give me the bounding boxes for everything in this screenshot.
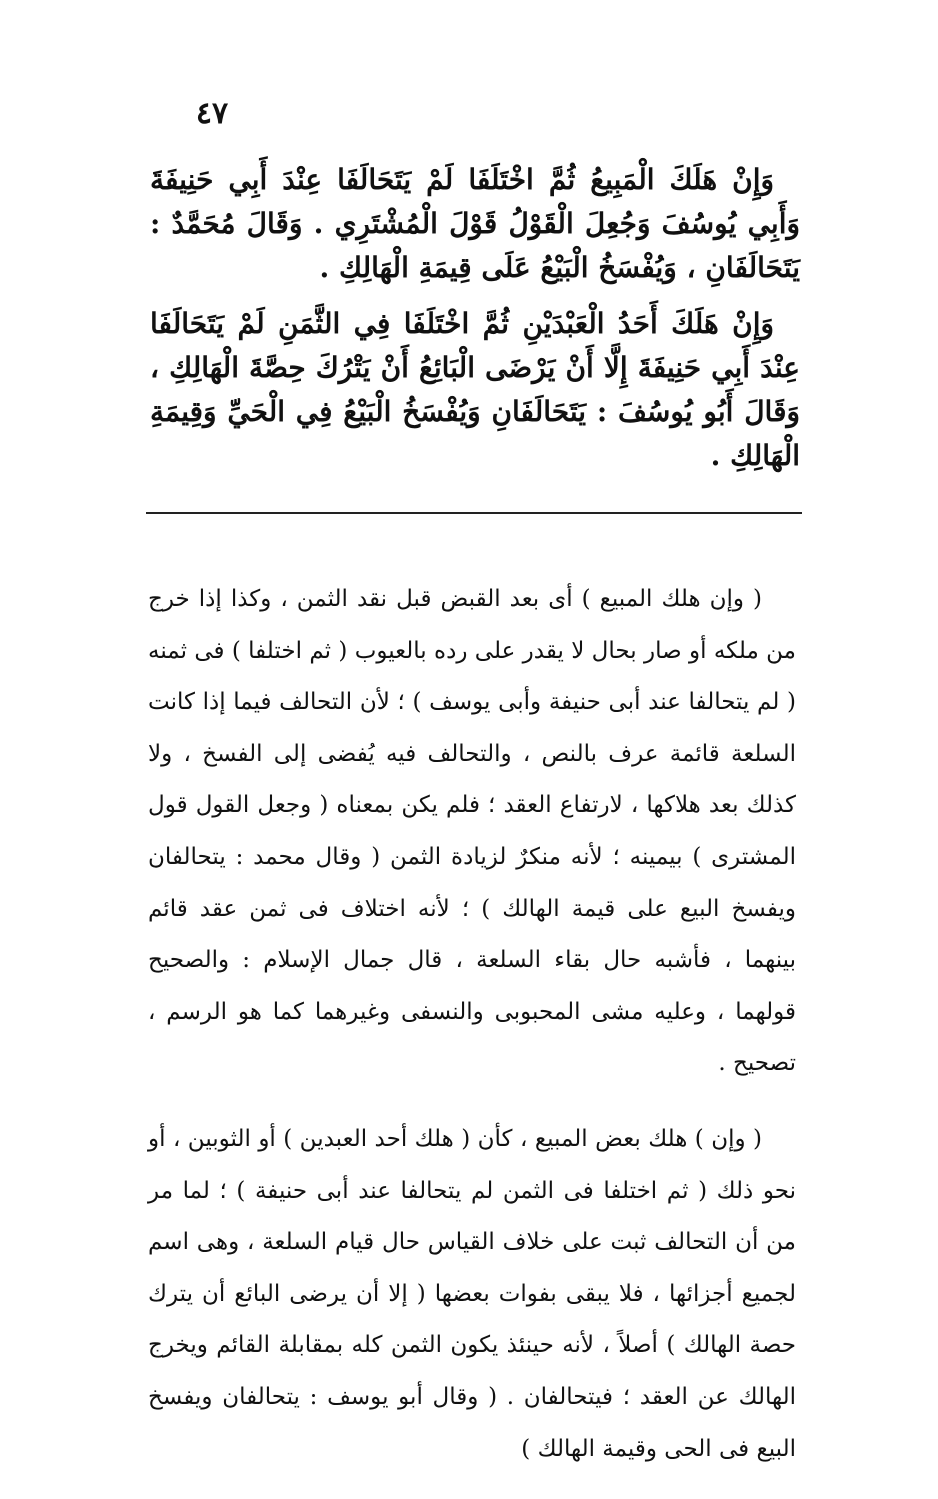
commentary-paragraph-2: ( وإن ) هلك بعض المبيع ، كأن ( هلك أحد العبدين ) أو الثوبين ، أو نحو ذلك ( ثم اختلفا فى الثمن لم يتحالفا عند أبى حنيفة ) ؛ لما مر من أن التحالف ثبت على خلاف القياس حال قيام السلعة ، وهى اسم لجميع أجزائها ، فلا يبقى بفوات بعضها ( إلا أن يرضى البائع أن يترك حصة الهالك ) أصلاً ، لأنه حينئذ يكون الثمن كله بمقابلة القائم ويخرج الهالك عن العقد ؛ فيتحالفان . ( وقال أبو يوسف : يتحالفان ويفسخ البيع فى الحى وقيمة الهالك ) [148, 1125, 796, 1462]
main-text-paragraph-1: وَإِنْ هَلَكَ الْمَبِيعُ ثُمَّ اخْتَلَفَا لَمْ يَتَحَالَفَا عِنْدَ أَبِي حَنِيفَةَ وَأَبِي يُوسُفَ وَجُعِلَ الْقَوْلُ قَوْلَ الْمُشْتَرِي . وَقَالَ مُحَمَّدٌ : يَتَحَالَفَانِ ، وَيُفْسَخُ الْبَيْعُ عَلَى قِيمَةِ الْهَالِكِ . [150, 163, 801, 284]
main-text-paragraph-2: وَإِنْ هَلَكَ أَحَدُ الْعَبْدَيْنِ ثُمَّ اخْتَلَفَا فِي الثَّمَنِ لَمْ يَتَحَالَفَا عِنْدَ أَبِي حَنِيفَةَ إِلَّا أَنْ يَرْضَى الْبَائِعُ أَنْ يَتْرُكَ حِصَّةَ الْهَالِكِ ، وَقَالَ أَبُو يُوسُفَ : يَتَحَالَفَانِ وَيُفْسَخُ الْبَيْعُ فِي الْحَيِّ وَقِيمَةِ الْهَالِكِ . [150, 307, 800, 472]
commentary-paragraph-1: ( وإن هلك المبيع ) أى بعد القبض قبل نقد الثمن ، وكذا إذا خرج من ملكه أو صار بحال لا يقدر على رده بالعيوب ( ثم اختلفا ) فى ثمنه ( لم يتحالفا عند أبى حنيفة وأبى يوسف ) ؛ لأن التحالف فيما إذا كانت السلعة قائمة عرف بالنص ، والتحالف فيه يُفضى إلى الفسخ ، ولا كذلك بعد هلاكها ، لارتفاع العقد ؛ فلم يكن بمعناه ( وجعل القول قول المشترى ) بيمينه ؛ لأنه منكرٌ لزيادة الثمن ( وقال محمد : يتحالفان ويفسخ البيع على قيمة الهالك ) ؛ لأنه اختلاف فى ثمن عقد قائم بينهما ، فأشبه حال بقاء السلعة ، قال جمال الإسلام : والصحيح قولهما ، وعليه مشى المحبوبى والنسفى وغيرهما كما هو الرسم ، تصحيح . [148, 586, 796, 1077]
page-number: ٤٧ [195, 96, 229, 131]
commentary-block [148, 574, 796, 1499]
section-divider [146, 512, 802, 514]
main-text-block [150, 158, 800, 490]
